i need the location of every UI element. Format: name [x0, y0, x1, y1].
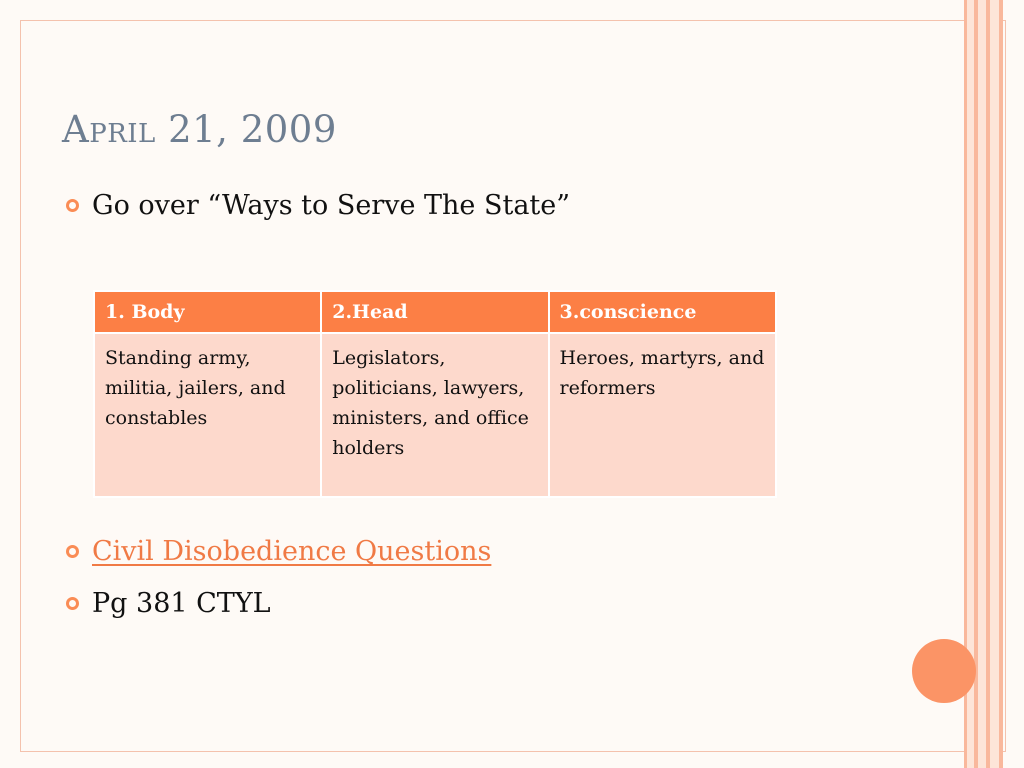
bullet-ring-icon	[66, 597, 79, 610]
table-header-conscience: 3.conscience	[549, 291, 776, 333]
table-row	[94, 333, 776, 497]
stripe	[990, 0, 999, 768]
table-header-head: 2.Head	[321, 291, 548, 333]
stripe	[978, 0, 986, 768]
ways-to-serve-table	[93, 290, 777, 498]
bullet-text: Go over “Ways to Serve The State”	[92, 190, 571, 221]
civil-disobedience-link[interactable]: Civil Disobedience Questions	[92, 536, 492, 567]
decorative-stripes	[964, 0, 1024, 768]
table-header-body: 1. Body	[94, 291, 321, 333]
stripe	[999, 0, 1003, 768]
bullet-text: Pg 381 CTYL	[92, 588, 271, 619]
table-header-row	[94, 291, 776, 333]
bullet-item-civil-disobedience	[66, 536, 491, 567]
bullet-item-page-reference	[66, 588, 271, 619]
table-cell-conscience: Heroes, martyrs, and reformers	[549, 333, 776, 497]
slide-title: April 21, 2009	[62, 108, 337, 151]
bullet-ring-icon	[66, 199, 79, 212]
table-cell-head: Legislators, politicians, lawyers, ministers, and office holders	[321, 333, 548, 497]
bullet-ring-icon	[66, 545, 79, 558]
decorative-circle	[912, 639, 976, 703]
bullet-item-ways-to-serve	[66, 190, 570, 221]
table-cell-body: Standing army, militia, jailers, and constables	[94, 333, 321, 497]
